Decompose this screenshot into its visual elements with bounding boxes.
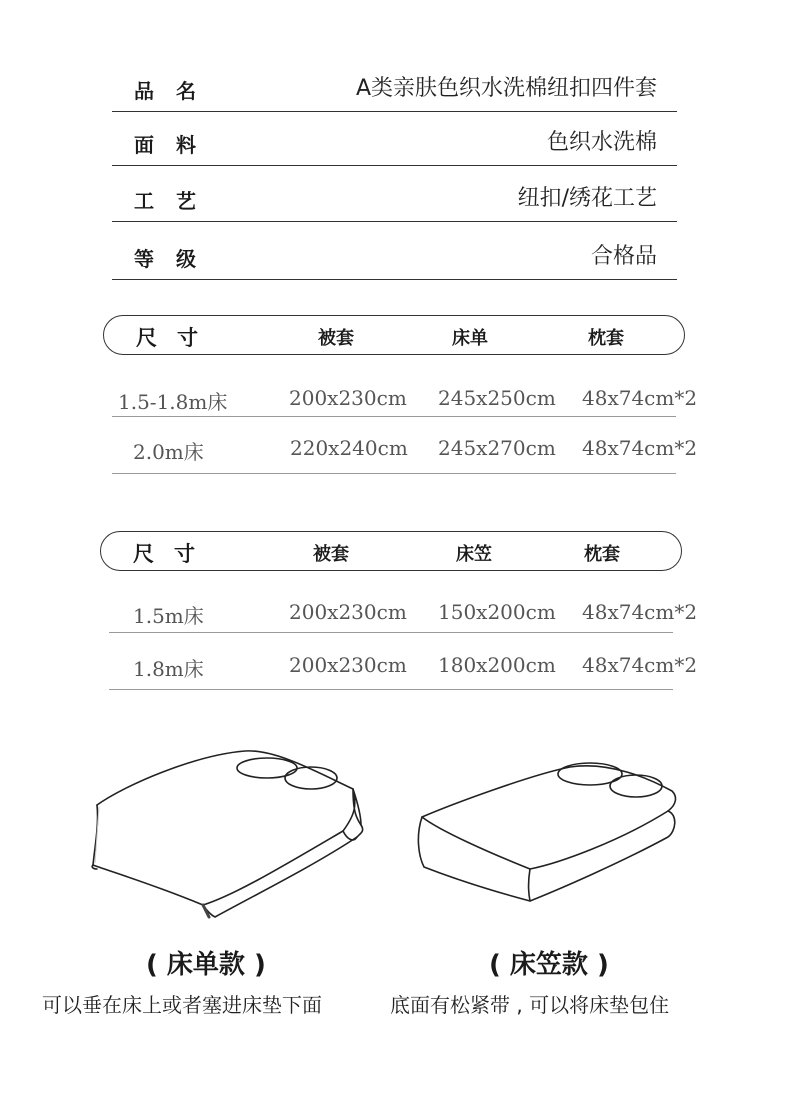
table-cell: 1.8m床	[133, 657, 204, 681]
header-cell-duvet: 被套	[313, 544, 349, 565]
table-cell: 48x74cm*2	[582, 386, 698, 410]
table-cell: 150x200cm	[438, 600, 556, 624]
divider	[112, 279, 677, 281]
table-cell: 200x230cm	[289, 386, 407, 410]
table-cell: 200x230cm	[289, 600, 407, 624]
spec-row-fabric	[112, 112, 677, 166]
spec-value: A类亲肤色织水洗棉纽扣四件套	[355, 76, 657, 101]
fitted-sheet-desc: 底面有松紧带 , 可以将床垫包住	[390, 993, 670, 1017]
divider	[112, 473, 676, 474]
fitted-sheet-title: ( 床笠款 )	[489, 950, 609, 980]
fitted-sheet-bed-illustration	[410, 755, 685, 905]
spec-row-grade	[112, 226, 677, 280]
divider	[109, 689, 673, 690]
table-cell: 1.5m床	[133, 604, 204, 628]
divider	[112, 221, 677, 223]
header-cell-size: 尺寸	[136, 326, 218, 350]
header-cell-duvet: 被套	[318, 328, 354, 349]
table-cell: 245x250cm	[438, 386, 556, 410]
table-cell: 180x200cm	[438, 653, 556, 677]
table-cell: 200x230cm	[289, 653, 407, 677]
divider	[112, 416, 676, 417]
flat-sheet-desc: 可以垂在床上或者塞进床垫下面	[42, 993, 322, 1017]
header-cell-fitted-sheet: 床笠	[456, 544, 492, 565]
spec-value: 合格品	[590, 244, 657, 269]
table-cell: 48x74cm*2	[582, 653, 698, 677]
divider	[109, 632, 673, 633]
table-cell: 48x74cm*2	[582, 600, 698, 624]
spec-row-craft	[112, 168, 677, 222]
header-cell-pillowcase: 枕套	[584, 544, 620, 565]
header-cell-pillowcase: 枕套	[588, 328, 624, 349]
spec-value: 色织水洗棉	[546, 130, 657, 155]
spec-row-name	[112, 58, 677, 112]
table-cell: 220x240cm	[290, 436, 408, 460]
divider	[112, 165, 677, 167]
spec-label: 工艺	[134, 189, 218, 213]
table-cell: 48x74cm*2	[582, 436, 698, 460]
spec-value: 纽扣/绣花工艺	[517, 186, 657, 211]
spec-label: 面料	[134, 133, 218, 157]
table-cell: 1.5-1.8m床	[118, 390, 228, 414]
table2-header	[100, 531, 682, 571]
spec-label: 品名	[134, 79, 218, 103]
flat-sheet-title: ( 床单款 )	[146, 950, 266, 980]
spec-label: 等级	[134, 247, 218, 271]
table-cell: 2.0m床	[133, 440, 204, 464]
header-cell-sheet: 床单	[452, 328, 488, 349]
header-cell-size: 尺寸	[133, 542, 215, 566]
table1-header	[103, 315, 685, 355]
table-cell: 245x270cm	[438, 436, 556, 460]
flat-sheet-bed-illustration	[85, 745, 375, 925]
